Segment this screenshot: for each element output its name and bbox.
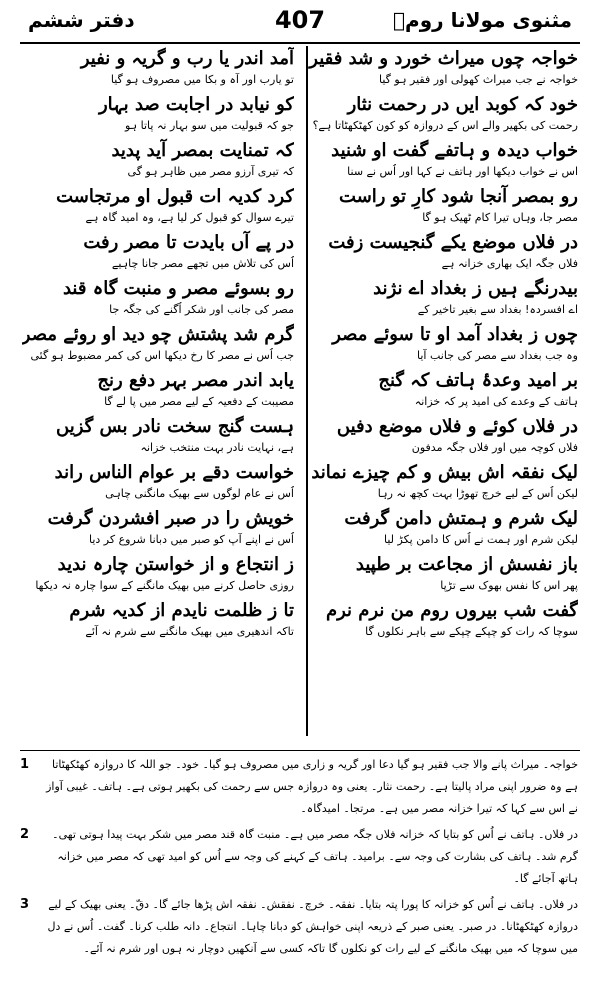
header-book-title: مثنوی مولانا رومؒ [393, 8, 572, 32]
translation-line: کہ تیری آرزو مصر میں ظاہر ہو گی [127, 165, 294, 178]
couplet-right [306, 506, 578, 552]
footnote-text: خواجہ۔ میراث پانے والا جب فقیر ہو گیا دعا اور گریہ و زاری میں مصروف ہو گیا۔ خود۔ جو اللہ کا دروازہ کھٹکھٹاتا ہے وہ ضرور اپنی مراد پالیتا ہے۔ رحمت نثار۔ یعنی وہ دروازہ جس سے رحمت کی بکھیر ہوتی ہے۔ ہاتف۔ غیبی آواز نے اس سے کہا کہ تیرا خزانہ مصر میں ہے۔ مرتجا۔ امیدگاہ۔ [46, 758, 578, 815]
right-column [306, 46, 578, 644]
translation-line: وہ جب بغداد سے مصر کی جانب آیا [417, 349, 578, 362]
translation-line: ہاتف کے وعدے کی امید پر کہ خزانہ [414, 395, 578, 408]
verse-line: لیک نفقہ اش بیش و کم چیزے نماند [311, 462, 578, 483]
translation-line: جو کہ قبولیت میں سو بہار نہ پاتا ہو [125, 119, 294, 132]
verse-line: رو بسوئے مصر و منبت گاہ قند [62, 278, 294, 299]
translation-line: فلاں کوچہ میں اور فلاں جگہ مدفون [411, 441, 578, 454]
verse-line: گرم شد پشتش چو دید او روئے مصر [22, 324, 294, 345]
footnotes [20, 754, 578, 964]
translation-line: اُس نے اپنے آپ کو صبر میں دبانا شروع کر دیا [89, 533, 294, 546]
header-rule [20, 42, 580, 44]
couplet-right [306, 92, 578, 138]
translation-line: خواجہ نے جب میراث کھولی اور فقیر ہو گیا [379, 73, 578, 86]
verse-line: بر امید وعدۂ ہاتف کہ گنج [378, 370, 578, 391]
footnote [20, 754, 578, 820]
couplet-right [306, 368, 578, 414]
verse-line: ز انتجاع و از خواستن چارہ ندید [57, 554, 294, 575]
translation-line: تو یارب اور آہ و بکا میں مصروف ہو گیا [110, 73, 294, 86]
page-number: 407 [274, 6, 326, 34]
translation-line: لیکن اُس کے لیے خرچ تھوڑا بہت کچھ نہ رہا [377, 487, 578, 500]
couplet-left [22, 414, 294, 460]
footnote-number: 2 [20, 827, 30, 842]
verse-line: خویش را در صبر افشردن گرفت [47, 508, 294, 529]
footnote-number: 1 [20, 757, 30, 772]
couplet-right [306, 276, 578, 322]
verse-line: کہ تمنایت بمصر آید پدید [111, 140, 294, 161]
verse-line: آمد اندر یا رب و گریہ و نفیر [80, 48, 294, 69]
couplet-left [22, 184, 294, 230]
verse-line: ہست گنج سخت نادر بس گزیں [56, 416, 294, 437]
couplet-left [22, 552, 294, 598]
verse-line: تا ز ظلمت نایدم از کدیہ شرم [69, 600, 294, 621]
translation-line: مصیبت کے دفعیہ کے لیے مصر میں پا لے گا [104, 395, 294, 408]
verse-line: بیدرنگے ہیں ز بغداد اے نژند [373, 278, 578, 299]
translation-line: اُس نے عام لوگوں سے بھیک مانگنی چاہی [105, 487, 294, 500]
translation-line: تاکہ اندھیری میں بھیک مانگنے سے شرم نہ آئے [85, 625, 294, 638]
couplet-left [22, 46, 294, 92]
page-header [20, 6, 580, 40]
couplet-right [306, 460, 578, 506]
translation-line: جب اُس نے مصر کا رخ دیکھا اس کی کمر مضبوط ہو گئی [30, 349, 294, 362]
verse-line: در فلاں موضع یکے گنجیست زفت [328, 232, 578, 253]
translation-line: فلاں جگہ ایک بھاری خزانہ ہے [441, 257, 578, 270]
translation-line: لیکن شرم اور ہمت نے اُس کا دامن پکڑ لیا [384, 533, 578, 546]
footnote-text: در فلاں۔ ہاتف نے اُس کو خزانہ کا پورا پتہ بتایا۔ نفقہ۔ خرچ۔ نفقش۔ نفقہ اش پڑھا جائے گا۔ دقّ۔ یعنی بھیک کے لیے دروازہ کھٹکھٹانا۔ در صبر۔ یعنی صبر کے ذریعہ اپنی خواہش کو دبانا چاہا۔ انتجاع۔ دانہ طلب کرنا۔ گفت۔ اُس نے دل میں سوچا کہ میں بھیک مانگنے کے لیے رات کو نکلوں گا تاکہ کسی سے آنکھیں دوچار نہ ہوں اور شرم نہ آئے۔ [47, 898, 578, 955]
translation-line: مصر کی جانب اور شکر اُگنے کی جگہ جا [109, 303, 294, 316]
couplet-left [22, 322, 294, 368]
verse-line: در پے آں بایدت تا مصر رفت [83, 232, 294, 253]
left-column [22, 46, 294, 644]
verse-line: یابد اندر مصر بہر دفع رنج [97, 370, 294, 391]
couplet-right [306, 46, 578, 92]
couplet-left [22, 598, 294, 644]
verse-line: خواب دیدہ و ہاتفے گفت او شنید [331, 140, 578, 161]
footnote-text: در فلاں۔ ہاتف نے اُس کو بتایا کہ خزانہ فلاں جگہ مصر میں ہے۔ منبت گاہ قند مصر میں شکر بہت پیدا ہوتی تھی۔ گرم شد۔ ہاتف کی بشارت کی وجہ سے۔ برامید۔ ہاتف کے کہنے کی وجہ سے اُس کو امید تھی کہ مصر میں خزانہ ہاتھ آجائے گا۔ [52, 828, 578, 885]
footnote-rule [20, 750, 580, 751]
couplet-right [306, 322, 578, 368]
couplet-left [22, 276, 294, 322]
translation-line: اس نے خواب دیکھا اور ہاتف نے کہا اور اُس نے سنا [347, 165, 578, 178]
couplet-right [306, 138, 578, 184]
verse-line: کو نیابد در اجابت صد بہار [98, 94, 294, 115]
footnote [20, 894, 578, 960]
couplet-right [306, 552, 578, 598]
footnote [20, 824, 578, 890]
verse-line: گفت شب بیروں روم من نرم نرم [325, 600, 578, 621]
couplet-left [22, 92, 294, 138]
couplet-left [22, 230, 294, 276]
verse-line: خود کہ کوبد ایں در رحمت نثار [347, 94, 578, 115]
translation-line: اے افسردہ! بغداد سے بغیر تاخیر کے [417, 303, 578, 316]
translation-line: روزی حاصل کرنے میں بھیک مانگنے کے سوا چارہ نہ دیکھا [35, 579, 294, 592]
couplet-left [22, 460, 294, 506]
translation-line: تیرے سوال کو قبول کر لیا ہے، وہ امید گاہ ہے [85, 211, 294, 224]
couplet-right [306, 414, 578, 460]
verse-line: چوں ز بغداد آمد او تا سوئے مصر [332, 324, 578, 345]
verse-line: رو بمصر آنجا شود کارِ تو راست [339, 186, 578, 207]
couplet-right [306, 230, 578, 276]
translation-line: رحمت کی بکھیر والے اس کے دروازہ کو کون کھٹکھٹاتا ہے؟ [312, 119, 578, 132]
translation-line: اُس کی تلاش میں تجھے مصر جانا چاہیے [111, 257, 294, 270]
verse-line: لیک شرم و ہمتش دامن گرفت [344, 508, 578, 529]
couplet-right [306, 598, 578, 644]
translation-line: مصر جا، وہاں تیرا کام ٹھیک ہو گا [422, 211, 578, 224]
couplet-left [22, 138, 294, 184]
footnote-number: 3 [20, 897, 30, 912]
translation-line: ہے، نہایت نادر بہت منتخب خزانہ [140, 441, 294, 454]
verse-line: کرد کدیہ ات قبول او مرتجاست [56, 186, 294, 207]
verse-line: خواست دقے بر عوام الناس راند [54, 462, 294, 483]
verse-line: در فلاں کوئے و فلاں موضع دفیں [336, 416, 578, 437]
verse-line: باز نفسش از مجاعت بر طپید [355, 554, 578, 575]
verse-line: خواجہ چوں میراث خورد و شد فقیر [309, 48, 578, 69]
couplet-left [22, 506, 294, 552]
translation-line: پھر اس کا نفس بھوک سے تڑپا [440, 579, 578, 592]
header-volume-title: دفتر ششم [28, 8, 135, 32]
couplet-right [306, 184, 578, 230]
couplet-left [22, 368, 294, 414]
translation-line: سوچا کہ رات کو چپکے چپکے سے باہر نکلوں گا [365, 625, 578, 638]
